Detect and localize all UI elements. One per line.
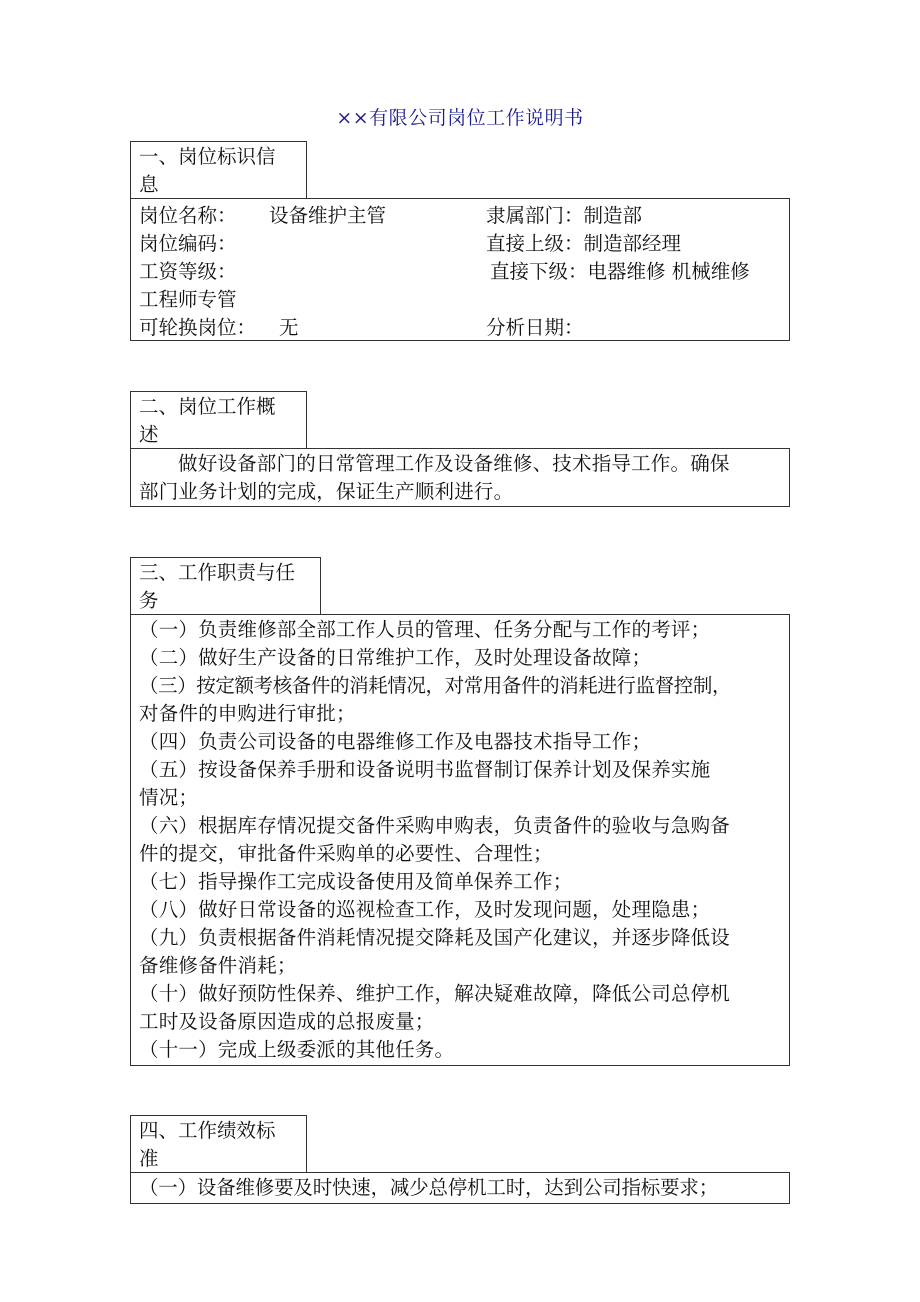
performance-line: （一）设备维修要及时快速，减少总停机工时，达到公司指标要求； [139,1176,719,1199]
section2-heading: 二、岗位工作概 述 [130,391,307,448]
label-continuation: 工程师专管 [139,288,237,311]
duty-line: （九）负责根据备件消耗情况提交降耗及国产化建议，并逐步降低设 [139,926,731,949]
section1-heading: 一、岗位标识信 息 [130,141,307,198]
duty-line: 对备件的申购进行审批； [139,702,356,725]
label-position-code: 岗位编码： [139,232,237,255]
value-rotation: 无 [279,316,299,339]
section3-heading: 三、工作职责与任 务 [130,557,321,614]
info-row-position-code [139,230,781,258]
value-direct-superior: 直接上级：制造部经理 [486,232,682,255]
label-rotation: 可轮换岗位： [139,316,257,339]
duty-line: 件的提交，审批备件采购单的必要性、合理性； [139,842,553,865]
duty-line: （六）根据库存情况提交备件采购申购表，负责备件的验收与急购备 [139,814,731,837]
section4-heading: 四、工作绩效标 准 [130,1115,307,1172]
duty-line: 情况； [139,786,199,809]
duty-line: 工时及设备原因造成的总报废量； [139,1010,435,1033]
duty-line: （七）指导操作工完成设备使用及简单保养工作； [139,870,573,893]
info-row-salary-grade [139,258,781,286]
info-row-continuation [139,286,781,314]
section1-content [130,198,790,341]
summary-line: 部门业务计划的完成，保证生产顺利进行。 [139,480,514,503]
duty-line: （十）做好预防性保养、维护工作，解决疑难故障，降低公司总停机 [139,982,731,1005]
value-position-name: 设备维护主管 [269,204,387,227]
document-title: ××有限公司岗位工作说明书 [336,107,584,129]
duty-line: （八）做好日常设备的巡视检查工作，及时发现问题，处理隐患； [139,898,711,921]
duty-line: （三）按定额考核备件的消耗情况，对常用备件的消耗进行监督控制， [139,674,732,697]
value-department: 隶属部门：制造部 [486,204,643,227]
info-row-position-name [139,202,781,230]
value-analysis-date: 分析日期： [486,316,584,339]
label-salary-grade: 工资等级： [139,260,237,283]
duty-line: （二）做好生产设备的日常维护工作，及时处理设备故障； [139,646,652,669]
section2-content [130,448,790,507]
section4-content [130,1172,790,1204]
label-position-name: 岗位名称： [139,204,237,227]
duty-line: （一）负责维修部全部工作人员的管理、任务分配与工作的考评； [139,618,711,641]
duty-line: （四）负责公司设备的电器维修工作及电器技术指导工作； [139,730,652,753]
section3-content [130,614,790,1066]
duty-line: （五）按设备保养手册和设备说明书监督制订保养计划及保养实施 [139,758,711,781]
info-row-rotation [139,314,781,342]
duty-line: 备维修备件消耗； [139,954,297,977]
duty-line: （十一）完成上级委派的其他任务。 [139,1038,455,1061]
summary-line: 做好设备部门的日常管理工作及设备维修、技术指导工作。确保 [178,452,730,475]
value-direct-subordinates: 直接下级：电器维修 机械维修 [490,260,750,283]
